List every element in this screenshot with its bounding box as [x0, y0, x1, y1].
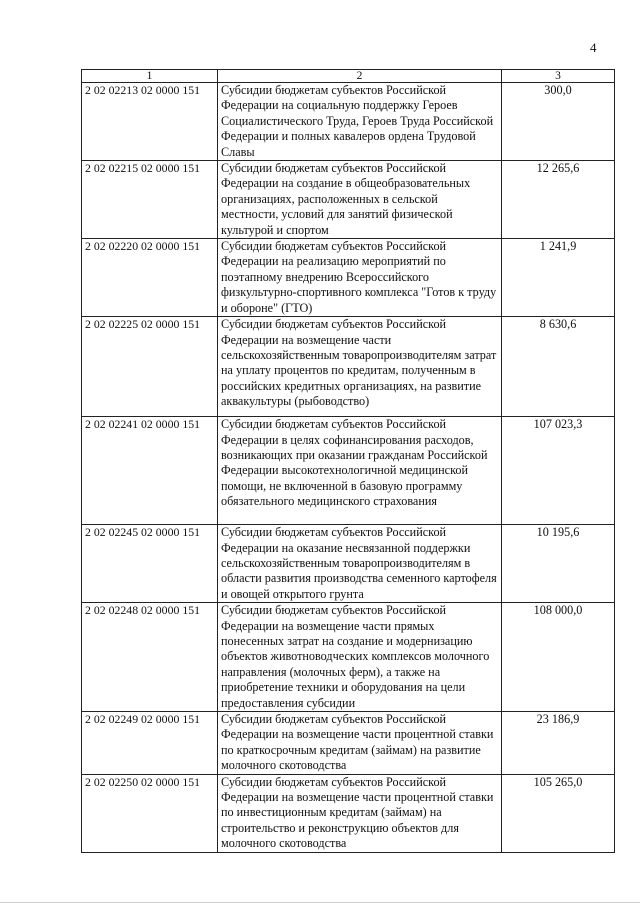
description-cell: Субсидии бюджетам субъектов Российской Федерации на создание в общеобразовательных организациях, расположенных в сельской местности, условий для занятий физической культурой и спортом [218, 161, 502, 239]
budget-code-cell: 2 02 02215 02 0000 151 [82, 161, 218, 239]
budget-code-cell: 2 02 02248 02 0000 151 [82, 603, 218, 712]
description-cell: Субсидии бюджетам субъектов Российской Федерации на возмещение части процентной ставки по инвестиционным кредитам (займам) на строительство и реконструкцию объектов для молочного скотоводства [218, 774, 502, 852]
table-row [82, 774, 615, 852]
amount-cell: 300,0 [502, 83, 615, 161]
budget-code-cell: 2 02 02250 02 0000 151 [82, 774, 218, 852]
column-header-code: 1 [82, 70, 218, 83]
amount-cell: 23 186,9 [502, 711, 615, 774]
header-row [82, 70, 615, 83]
budget-code-cell: 2 02 02213 02 0000 151 [82, 83, 218, 161]
budget-subsidy-table [81, 69, 615, 853]
description-cell: Субсидии бюджетам субъектов Российской Федерации на реализацию мероприятий по поэтапному внедрению Всероссийского физкультурно-спортивного комплекса "Готов к труду и обороне" (ГТО) [218, 239, 502, 317]
table-row [82, 239, 615, 317]
budget-code-cell: 2 02 02220 02 0000 151 [82, 239, 218, 317]
budget-code-cell: 2 02 02249 02 0000 151 [82, 711, 218, 774]
table-body [82, 83, 615, 853]
table-row [82, 317, 615, 417]
table-row [82, 83, 615, 161]
description-cell: Субсидии бюджетам субъектов Российской Федерации в целях софинансирования расходов, возникающих при оказании гражданам Российской Федерации высокотехнологичной медицинской помощи, не включенной в базовую программу обязательного медицинского страхования [218, 417, 502, 525]
amount-cell: 108 000,0 [502, 603, 615, 712]
budget-code-cell: 2 02 02225 02 0000 151 [82, 317, 218, 417]
budget-code-cell: 2 02 02241 02 0000 151 [82, 417, 218, 525]
amount-cell: 105 265,0 [502, 774, 615, 852]
budget-code-cell: 2 02 02245 02 0000 151 [82, 525, 218, 603]
description-cell: Субсидии бюджетам субъектов Российской Федерации на возмещение части прямых понесенных затрат на создание и модернизацию объектов животноводческих комплексов молочного направления (молочных ферм), а также на приобретение техники и оборудования на цели предоставления субсидии [218, 603, 502, 712]
description-cell: Субсидии бюджетам субъектов Российской Федерации на возмещение части процентной ставки по краткосрочным кредитам (займам) на развитие молочного скотоводства [218, 711, 502, 774]
amount-cell: 12 265,6 [502, 161, 615, 239]
description-cell: Субсидии бюджетам субъектов Российской Федерации на возмещение части сельскохозяйственным товаропроизводителям затрат на уплату процентов по кредитам, полученным в российских кредитных организациях, на развитие аквакультуры (рыбоводство) [218, 317, 502, 417]
table-row [82, 161, 615, 239]
amount-cell: 107 023,3 [502, 417, 615, 525]
amount-cell: 1 241,9 [502, 239, 615, 317]
table-row [82, 603, 615, 712]
description-cell: Субсидии бюджетам субъектов Российской Федерации на социальную поддержку Героев Социалистического Труда, Героев Труда Российской Федерации и полных кавалеров ордена Трудовой Славы [218, 83, 502, 161]
column-header-amount: 3 [502, 70, 615, 83]
scan-edge-divider [0, 902, 640, 903]
table-row [82, 711, 615, 774]
page-number: 4 [590, 40, 597, 55]
table-row [82, 525, 615, 603]
amount-cell: 8 630,6 [502, 317, 615, 417]
table-row [82, 417, 615, 525]
description-cell: Субсидии бюджетам субъектов Российской Федерации на оказание несвязанной поддержки сельскохозяйственным товаропроизводителям в области развития производства семенного картофеля и овощей открытого грунта [218, 525, 502, 603]
table-header [82, 70, 615, 83]
amount-cell: 10 195,6 [502, 525, 615, 603]
column-header-description: 2 [218, 70, 502, 83]
